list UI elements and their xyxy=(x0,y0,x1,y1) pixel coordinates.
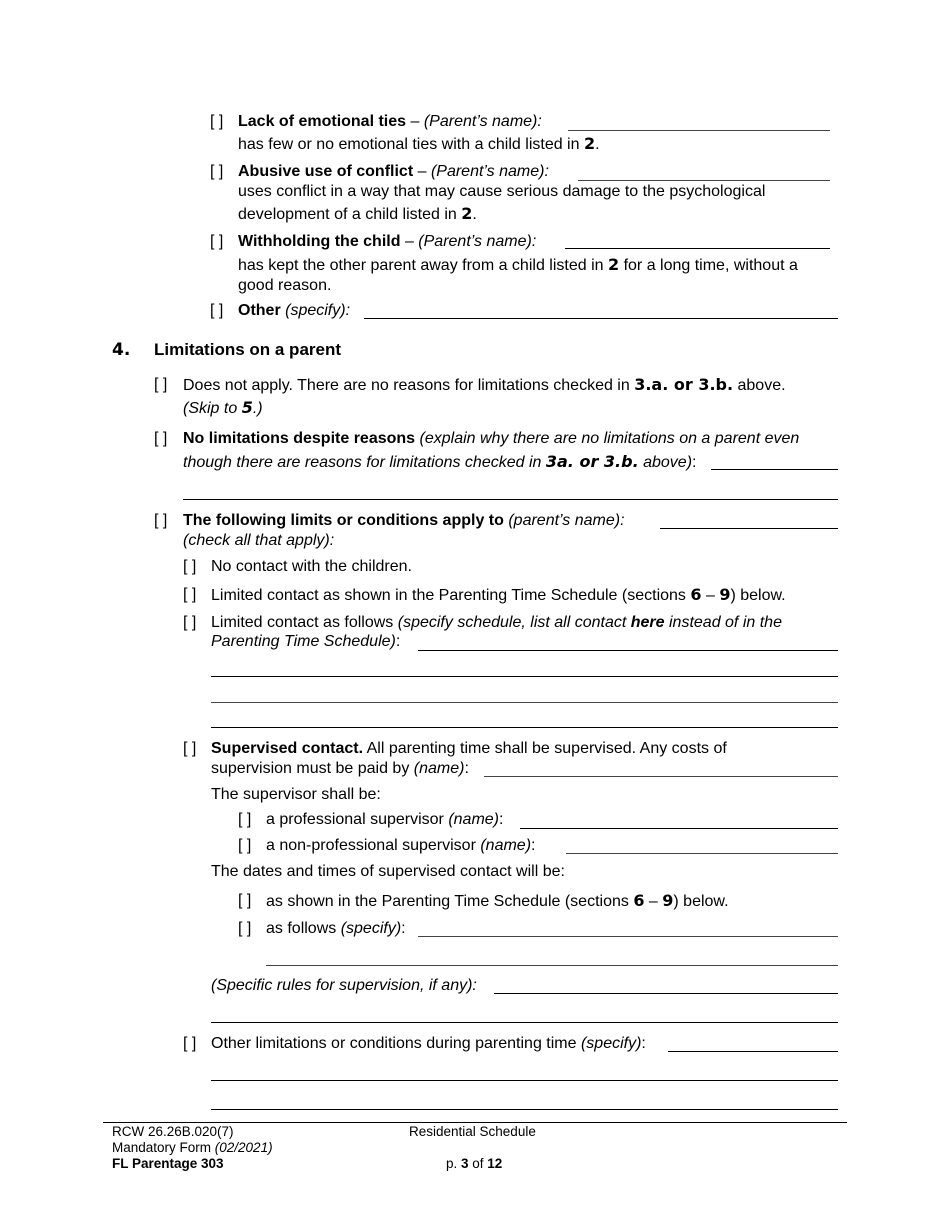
no-limitations-hint: though there are reasons for limitations checked in 3a. or 3.b. above): xyxy=(183,452,697,471)
professional-supervisor-label: a professional supervisor (name): xyxy=(266,811,504,828)
limited-follows-field-3[interactable] xyxy=(211,702,838,703)
checkbox-non-professional-supervisor[interactable]: [ ] xyxy=(238,837,252,854)
checkbox-following-limits[interactable]: [ ] xyxy=(154,512,168,529)
limited-follows-hint: Parenting Time Schedule): xyxy=(211,633,401,650)
non-professional-supervisor-label: a non-professional supervisor (name): xyxy=(266,837,536,854)
section-4-title: Limitations on a parent xyxy=(154,340,342,359)
non-professional-supervisor-field[interactable] xyxy=(566,853,838,854)
as-follows-label: as follows (specify): xyxy=(266,920,406,937)
limited-follows-field-1[interactable] xyxy=(418,650,838,651)
checkbox-other[interactable]: [ ] xyxy=(210,302,224,319)
other-limitations-field-2[interactable] xyxy=(211,1080,838,1081)
does-not-apply-text: Does not apply. There are no reasons for limitations checked in 3.a. or 3.b. above. xyxy=(183,375,786,394)
limited-follows-field-2[interactable] xyxy=(211,676,838,677)
abusive-conflict-desc-1: uses conflict in a way that may cause serious damage to the psychological xyxy=(238,183,766,200)
lack-emotional-ties-name-field[interactable] xyxy=(568,130,830,131)
other-limitations-field-1[interactable] xyxy=(668,1051,838,1052)
other-limitations-field-3[interactable] xyxy=(211,1109,838,1110)
checkbox-withholding-child[interactable]: [ ] xyxy=(210,233,224,250)
supervised-contact-label: Supervised contact. All parenting time shall be supervised. Any costs of xyxy=(211,740,727,757)
checkbox-does-not-apply[interactable]: [ ] xyxy=(154,376,168,393)
withholding-child-desc-1: has kept the other parent away from a child listed in 2 for a long time, without a xyxy=(238,255,798,274)
supervisor-shall-be: The supervisor shall be: xyxy=(211,786,381,803)
other-specify-field[interactable] xyxy=(364,318,838,319)
limited-follows-field-4[interactable] xyxy=(211,727,838,728)
no-contact-text: No contact with the children. xyxy=(211,558,412,575)
dates-times-supervised: The dates and times of supervised contact will be: xyxy=(211,863,565,880)
lack-emotional-ties-label: Lack of emotional ties – (Parent’s name): xyxy=(238,113,542,130)
withholding-child-desc-2: good reason. xyxy=(238,277,332,294)
checkbox-professional-supervisor[interactable]: [ ] xyxy=(238,811,252,828)
skip-to-5: (Skip to 5.) xyxy=(183,398,263,417)
as-follows-field-1[interactable] xyxy=(418,936,838,937)
abusive-conflict-label: Abusive use of conflict – (Parent’s name): xyxy=(238,163,549,180)
footer-mandatory-form: Mandatory Form (02/2021) xyxy=(112,1140,273,1155)
checkbox-other-limitations[interactable]: [ ] xyxy=(183,1035,197,1052)
withholding-child-label: Withholding the child – (Parent’s name): xyxy=(238,233,537,250)
lack-emotional-ties-desc: has few or no emotional ties with a child listed in 2. xyxy=(238,134,600,153)
footer-rcw: RCW 26.26B.020(7) xyxy=(112,1124,234,1139)
checkbox-no-limitations[interactable]: [ ] xyxy=(154,430,168,447)
no-limitations-label: No limitations despite reasons (explain why there are no limitations on a parent even xyxy=(183,430,800,447)
abusive-conflict-name-field[interactable] xyxy=(578,180,830,181)
limited-schedule-text: Limited contact as shown in the Parenting Time Schedule (sections 6 – 9) below. xyxy=(211,585,786,604)
supervision-paid-by: supervision must be paid by (name): xyxy=(211,760,469,777)
check-all-that-apply: (check all that apply): xyxy=(183,532,335,549)
withholding-child-name-field[interactable] xyxy=(565,248,830,249)
no-limitations-field-2[interactable] xyxy=(183,499,838,500)
abusive-conflict-desc-2: development of a child listed in 2. xyxy=(238,204,477,223)
specific-rules-field-2[interactable] xyxy=(211,1022,838,1023)
as-shown-schedule-text: as shown in the Parenting Time Schedule (sections 6 – 9) below. xyxy=(266,891,729,910)
checkbox-limited-schedule[interactable]: [ ] xyxy=(183,586,197,603)
checkbox-lack-emotional-ties[interactable]: [ ] xyxy=(210,113,224,130)
following-limits-parent-field[interactable] xyxy=(660,528,838,529)
other-label: Other (specify): xyxy=(238,302,351,319)
checkbox-no-contact[interactable]: [ ] xyxy=(183,558,197,575)
checkbox-as-shown-schedule[interactable]: [ ] xyxy=(238,892,252,909)
following-limits-label: The following limits or conditions apply to (parent’s name): xyxy=(183,512,625,529)
checkbox-supervised-contact[interactable]: [ ] xyxy=(183,740,197,757)
specific-rules-field-1[interactable] xyxy=(494,993,838,994)
checkbox-limited-follows[interactable]: [ ] xyxy=(183,614,197,631)
footer-page-number: p. 3 of 12 xyxy=(446,1156,503,1171)
as-follows-field-2[interactable] xyxy=(266,965,838,966)
checkbox-as-follows[interactable]: [ ] xyxy=(238,920,252,937)
footer-form-number: FL Parentage 303 xyxy=(112,1156,224,1171)
checkbox-abusive-conflict[interactable]: [ ] xyxy=(210,163,224,180)
footer-divider xyxy=(103,1122,847,1123)
supervision-payer-field[interactable] xyxy=(484,776,838,777)
limited-follows-text: Limited contact as follows (specify schedule, list all contact here instead of in the xyxy=(211,614,782,631)
specific-rules-label: (Specific rules for supervision, if any): xyxy=(211,977,477,994)
no-limitations-field-1[interactable] xyxy=(711,469,838,470)
professional-supervisor-field[interactable] xyxy=(520,828,838,829)
footer-form-title: Residential Schedule xyxy=(409,1124,536,1139)
other-limitations-label: Other limitations or conditions during parenting time (specify): xyxy=(211,1035,646,1052)
section-4-number: 4. xyxy=(112,340,131,360)
